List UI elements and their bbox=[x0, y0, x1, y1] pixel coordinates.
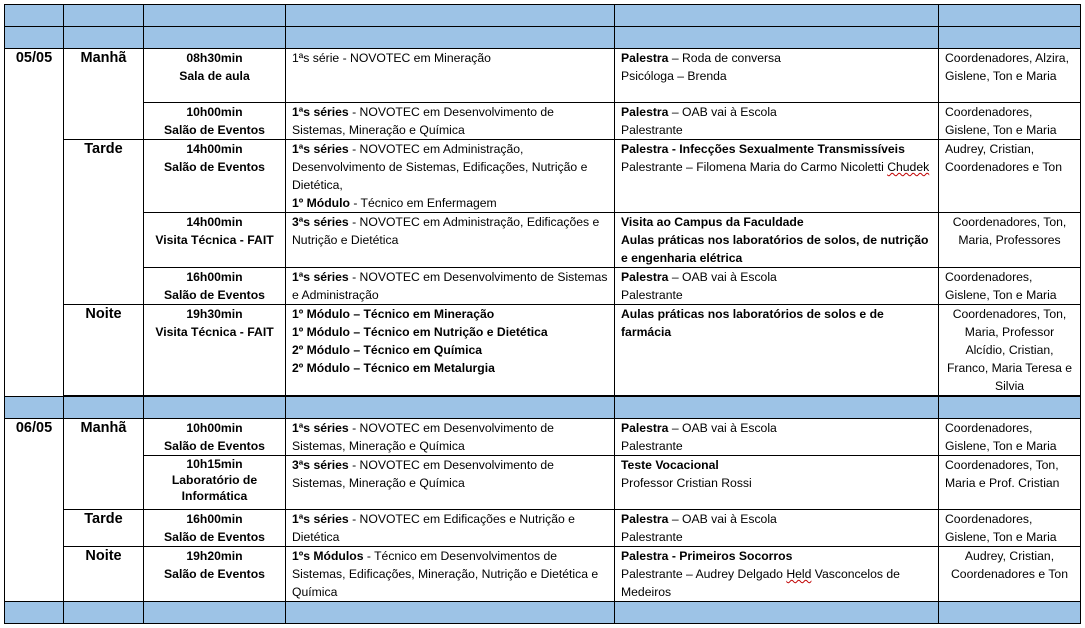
table-row bbox=[5, 305, 1081, 396]
table-row bbox=[5, 49, 1081, 103]
audience-cell: 1ªs séries - NOVOTEC em Administração, Desenvolvimento de Sistemas, Edificações, Nutrição e Dietética, 1º Módulo - Técnico em Enfermagem bbox=[286, 140, 615, 213]
time-place-cell: 10h00min Salão de Eventos bbox=[144, 103, 286, 140]
table-row bbox=[5, 456, 1081, 510]
audience-cell: 3ªs séries - NOVOTEC em Desenvolvimento de Sistemas, Mineração e Química bbox=[286, 456, 615, 510]
table-row bbox=[5, 547, 1081, 602]
activity-cell: Palestra – OAB vai à Escola Palestrante bbox=[615, 510, 939, 547]
time-label: 08h30min bbox=[186, 51, 243, 65]
responsible-cell: Audrey, Cristian, Coordenadores e Ton bbox=[939, 547, 1081, 602]
schedule-table bbox=[4, 4, 1081, 624]
activity-cell: Palestra – OAB vai à Escola Palestrante bbox=[615, 103, 939, 140]
audience-cell: 1ªs séries - NOVOTEC em Desenvolvimento de Sistemas, Mineração e Química bbox=[286, 103, 615, 140]
time-place-cell: 14h00min Salão de Eventos bbox=[144, 140, 286, 213]
responsible-cell: Coordenadores, Ton, Maria, Professores bbox=[939, 213, 1081, 268]
responsible-cell: Coordenadores, Gislene, Ton e Maria bbox=[939, 510, 1081, 547]
period-manha: Manhã bbox=[64, 419, 144, 510]
period-manha: Manhã bbox=[64, 49, 144, 140]
place-label: Sala de aula bbox=[179, 69, 250, 83]
responsible-cell: Coordenadores, Gislene, Ton e Maria bbox=[939, 103, 1081, 140]
activity-cell: Palestra – OAB vai à Escola Palestrante bbox=[615, 268, 939, 305]
audience-cell: 1ªs séries - NOVOTEC em Desenvolvimento de Sistemas e Administração bbox=[286, 268, 615, 305]
header-band-second bbox=[5, 27, 1081, 49]
table-row bbox=[5, 140, 1081, 213]
period-noite: Noite bbox=[64, 547, 144, 602]
activity-cell: Aulas práticas nos laboratórios de solos e de farmácia bbox=[615, 305, 939, 396]
activity-cell: Palestra – Roda de conversa Psicóloga – Brenda bbox=[615, 49, 939, 103]
activity-cell: Teste Vocacional Professor Cristian Rossi bbox=[615, 456, 939, 510]
time-place-cell: 19h20min Salão de Eventos bbox=[144, 547, 286, 602]
period-noite: Noite bbox=[64, 305, 144, 396]
responsible-cell: Coordenadores, Alzira, Gislene, Ton e Maria bbox=[939, 49, 1081, 103]
time-place-cell: 16h00min Salão de Eventos bbox=[144, 510, 286, 547]
time-place-cell: 16h00min Salão de Eventos bbox=[144, 268, 286, 305]
audience-cell: 1ªs séries - NOVOTEC em Desenvolvimento de Sistemas, Mineração e Química bbox=[286, 419, 615, 456]
footer-band bbox=[5, 602, 1081, 624]
date-cell-day1: 05/05 bbox=[5, 49, 64, 397]
table-row bbox=[5, 213, 1081, 268]
table-row bbox=[5, 103, 1081, 140]
audience-cell: 1ªs série - NOVOTEC em Mineração bbox=[286, 49, 615, 103]
audience-cell: 3ªs séries - NOVOTEC em Administração, Edificações e Nutrição e Dietética bbox=[286, 213, 615, 268]
time-place-cell: 10h00min Salão de Eventos bbox=[144, 419, 286, 456]
separator-band bbox=[5, 397, 1081, 419]
responsible-cell: Coordenadores, Ton, Maria e Prof. Cristian bbox=[939, 456, 1081, 510]
table-row bbox=[5, 419, 1081, 456]
time-place-cell: 19h30min Visita Técnica - FAIT bbox=[144, 305, 286, 396]
date-cell-day2: 06/05 bbox=[5, 419, 64, 602]
period-tarde: Tarde bbox=[64, 140, 144, 305]
responsible-cell: Coordenadores, Gislene, Ton e Maria bbox=[939, 419, 1081, 456]
audience-cell: 1º Módulo – Técnico em Mineração 1º Módulo – Técnico em Nutrição e Dietética 2º Módulo – Técnico em Química 2º Módulo – Técnico em Metalurgia bbox=[286, 305, 615, 396]
responsible-cell: Coordenadores, Gislene, Ton e Maria bbox=[939, 268, 1081, 305]
responsible-cell: Coordenadores, Ton, Maria, Professor Alcídio, Cristian, Franco, Maria Teresa e Silvia bbox=[939, 305, 1081, 396]
activity-cell: Palestra - Infecções Sexualmente Transmissíveis Palestrante – Filomena Maria do Carmo Nicoletti Chudek bbox=[615, 140, 939, 213]
period-tarde: Tarde bbox=[64, 510, 144, 547]
header-band-top bbox=[5, 5, 1081, 27]
activity-cell: Visita ao Campus da Faculdade Aulas práticas nos laboratórios de solos, de nutrição e engenharia elétrica bbox=[615, 213, 939, 268]
time-place-cell: 10h15min Laboratório de Informática bbox=[144, 456, 286, 510]
time-place-cell: 14h00min Visita Técnica - FAIT bbox=[144, 213, 286, 268]
time-place-cell bbox=[144, 49, 286, 103]
audience-cell: 1ªs séries - NOVOTEC em Edificações e Nutrição e Dietética bbox=[286, 510, 615, 547]
activity-cell: Palestra – OAB vai à Escola Palestrante bbox=[615, 419, 939, 456]
table-row bbox=[5, 510, 1081, 547]
activity-cell: Palestra - Primeiros Socorros Palestrante – Audrey Delgado Held Vasconcelos de Medeiros bbox=[615, 547, 939, 602]
audience-cell: 1ºs Módulos - Técnico em Desenvolvimentos de Sistemas, Edificações, Mineração, Nutrição e Dietética e Química bbox=[286, 547, 615, 602]
table-row bbox=[5, 268, 1081, 305]
responsible-cell: Audrey, Cristian, Coordenadores e Ton bbox=[939, 140, 1081, 213]
